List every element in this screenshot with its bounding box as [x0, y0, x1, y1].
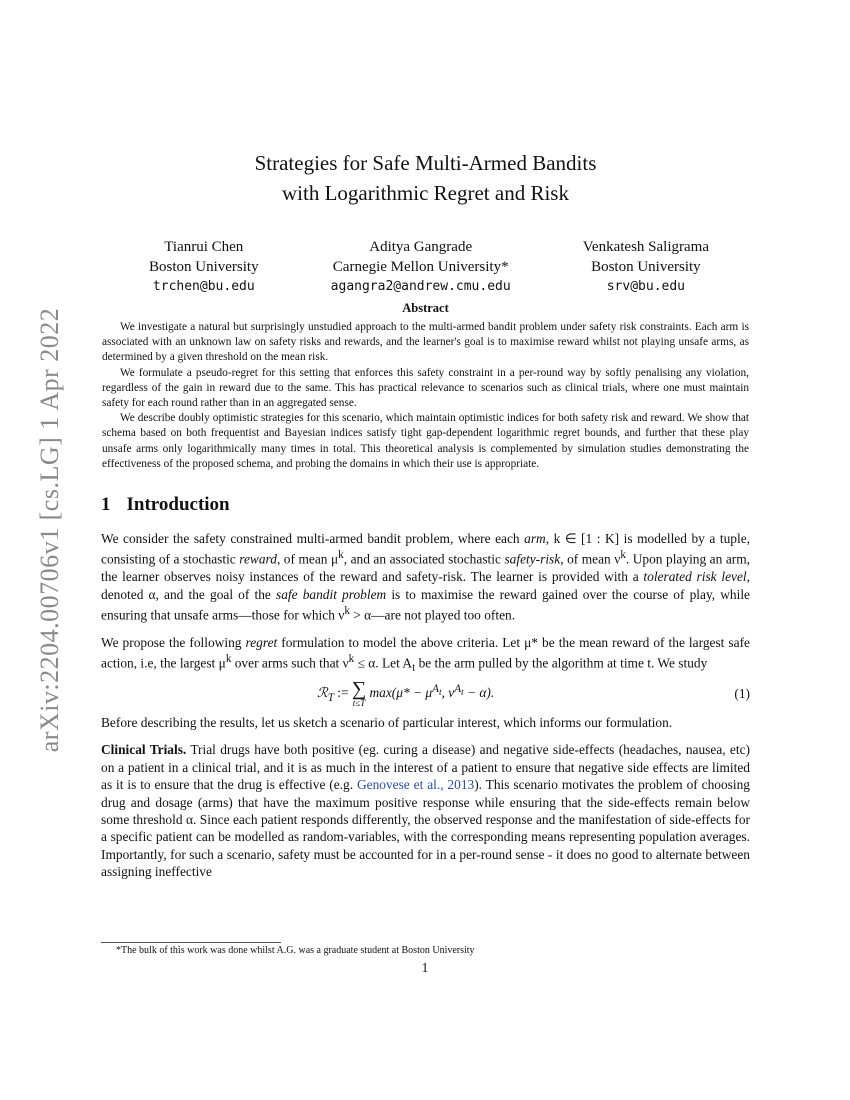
abstract-paragraph: We investigate a natural but surprisingly unstudied approach to the multi-armed bandit problem under safety risk constraints. Each arm is associated with an unknown law on safety risks and rewards, and the learner's goal is to maximise reward whilst not playing unsafe arms, as determined by a given threshold on the mean risk. — [102, 321, 749, 364]
author-3 — [583, 237, 709, 297]
abstract-heading: Abstract — [402, 301, 449, 315]
footnote: *The bulk of this work was done whilst A.G. was a graduate student at Boston University — [116, 945, 475, 956]
intro-paragraph-2: We propose the following regret formulation to model the above criteria. Let μ* be the mean reward of the largest safe action, i.e, the largest $\mu^k$ over arms such that $\nu^k \le \alpha$. Let $A_t$ be the arm pulled by the algorithm at time t. We study — [101, 635, 750, 675]
paper-page — [101, 148, 750, 891]
author-email: srv@bu.edu — [606, 279, 686, 294]
citation-link[interactable]: Genovese et al., 2013 — [356, 777, 475, 793]
regret-equation — [101, 677, 750, 708]
author-2 — [331, 237, 511, 297]
section-heading — [101, 494, 750, 516]
intro-paragraph-4: Clinical Trials. Trial drugs have both positive (eg. curing a disease) and negative side-effects (headaches, nausea, etc) on a patient in a clinical trial, and it is as much in the interest of a patient to ensure that negative side effects are limited as it is to ensure that the drug is effective (e.g. Genovese et al., 2013). This scenario motivates the problem of choosing drug and dosage (arms) that have the maximum positive response while ensuring that the side-effects remain below some threshold α. Since each patient responds differently, the observed response and the manifestation of side-effects for a specific patient can be modelled as random-variables, with the corresponding means representing population averages. Importantly, for such a scenario, safety must be accounted for in a per-round sense - it does no good to alternate between assigning ineffective — [101, 742, 750, 880]
page-number: 1 — [421, 960, 429, 975]
author-affiliation: Boston University — [149, 259, 259, 275]
author-affiliation: Carnegie Mellon University* — [332, 259, 509, 275]
author-name: Aditya Gangrade — [369, 239, 473, 255]
section-body — [101, 530, 750, 881]
author-affiliation: Boston University — [591, 259, 701, 275]
intro-paragraph-3: Before describing the results, let us sketch a scenario of particular interest, which informs our formulation. — [101, 714, 673, 730]
author-1 — [149, 237, 259, 297]
footnote-rule — [101, 942, 281, 943]
section-number: 1 — [101, 494, 111, 516]
title-line-1: Strategies for Safe Multi-Armed Bandits — [254, 151, 597, 175]
paragraph-heading: Clinical Trials. — [101, 742, 187, 758]
abstract — [102, 320, 749, 472]
intro-paragraph-1: We consider the safety constrained multi-armed bandit problem, where each arm, k ∈ [1 : K] is modelled by a tuple, consisting of a stochastic reward, of mean $\mu^k$, and an associated stochastic safety-risk, of mean $\nu^k$. Upon playing an arm, the learner observes noisy instances of the reward and safety-risk. The learner is provided with a tolerated risk level, denoted α, and the goal of the safe bandit problem is to maximise the reward gained over the course of play, while ensuring that unsafe arms—those for which $\nu^k$ > α—are not played too often. — [101, 531, 751, 623]
paper-title — [101, 148, 750, 208]
arxiv-identifier: arXiv:2204.00706v1 [cs.LG] 1 Apr 2022 — [35, 307, 64, 753]
section-title: Introduction — [126, 494, 230, 516]
equation-body: ℛ$_T$ := ∑ t≤T $\max(\mu* - \mu^{A_t}$, $\nu^{A_t} - \alpha$). — [317, 677, 495, 708]
author-email: trchen@bu.edu — [152, 279, 255, 294]
author-name: Venkatesh Saligrama — [582, 239, 709, 255]
abstract-paragraph: We describe doubly optimistic strategies for this scenario, which maintain optimistic indices for both safety risk and reward. We show that schema based on both frequentist and Bayesian indices satisfy tight gap-dependent logarithmic regret bounds, and further that these play unsafe arms only logarithmically many times in total. This theoretical analysis is complemented by simulation studies demonstrating the effectiveness of the proposed schema, and probing the domains in which their use is appropriate. — [102, 412, 749, 470]
title-line-2: with Logarithmic Regret and Risk — [282, 181, 569, 205]
author-block — [101, 237, 709, 297]
author-email: agangra2@andrew.cmu.edu — [330, 279, 511, 294]
equation-number: (1) — [734, 686, 750, 702]
abstract-paragraph: We formulate a pseudo-regret for this setting that enforces this safety constraint in a per-round way by softly penalising any violation, regardless of the gain in reward due to the same. This has practical relevance to scenarios such as clinical trials, where one must maintain safety for each round rather than in an aggregated sense. — [102, 366, 749, 410]
author-name: Tianrui Chen — [164, 239, 244, 255]
